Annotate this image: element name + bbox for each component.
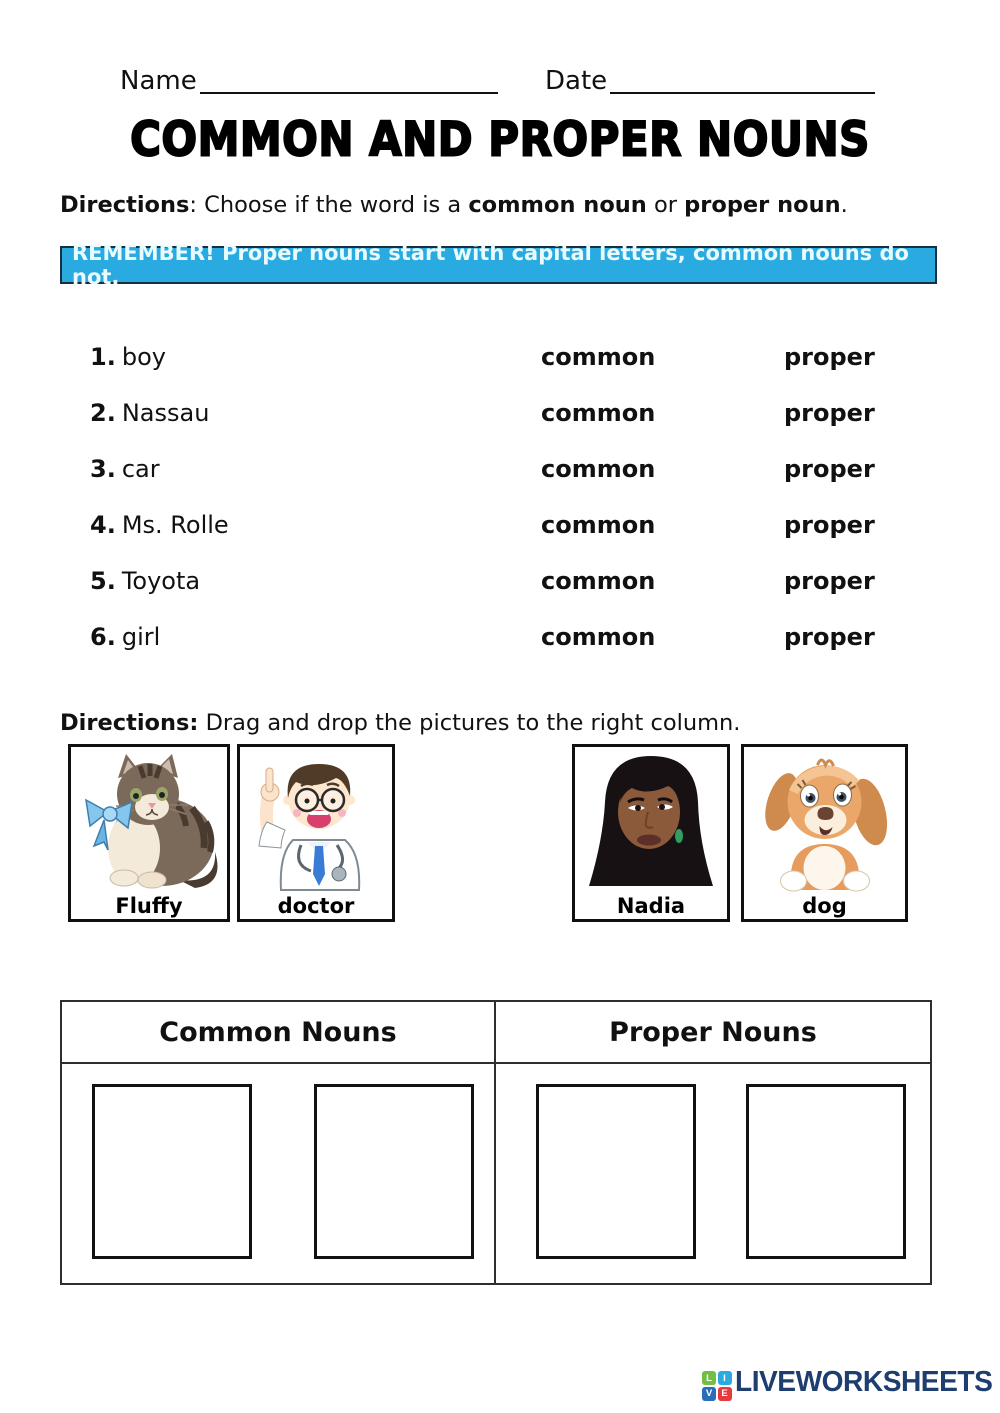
proper-drop-slot-2[interactable]	[746, 1084, 906, 1259]
common-drop-slot-2[interactable]	[314, 1084, 474, 1259]
proper-option-5[interactable]: proper	[784, 567, 875, 595]
table-header-divider	[62, 1062, 930, 1064]
common-option-1[interactable]: common	[541, 343, 656, 371]
common-option-5[interactable]: common	[541, 567, 656, 595]
question-number: 2.	[90, 399, 116, 427]
question-number: 4.	[90, 511, 116, 539]
question-word: girl	[121, 623, 161, 651]
card-label-fluffy: Fluffy	[115, 894, 183, 918]
liveworksheets-brand-text: LIVEWORKSHEETS	[735, 1366, 993, 1398]
question-word: boy	[121, 343, 166, 371]
page-title: COMMON AND PROPER NOUNS	[130, 112, 870, 167]
logo-square-e: E	[718, 1387, 732, 1401]
card-label-nadia: Nadia	[616, 894, 686, 918]
drag-card-dog[interactable]	[741, 744, 908, 922]
question-row	[90, 399, 209, 427]
proper-option-3[interactable]: proper	[784, 455, 875, 483]
woman-image	[575, 750, 727, 892]
logo-square-i: I	[718, 1371, 732, 1385]
common-option-2[interactable]: common	[541, 399, 656, 427]
date-label: Date	[545, 66, 608, 96]
proper-drop-slot-1[interactable]	[536, 1084, 696, 1259]
proper-option-6[interactable]: proper	[784, 623, 875, 651]
common-nouns-column	[62, 1002, 496, 1283]
question-word: car	[121, 455, 160, 483]
proper-nouns-header: Proper Nouns	[609, 1016, 817, 1048]
name-input-line[interactable]	[200, 64, 498, 94]
drag-card-fluffy[interactable]	[68, 744, 230, 922]
question-row	[90, 343, 166, 371]
question-word: Toyota	[121, 567, 201, 595]
directions-2: Directions: Drag and drop the pictures to the right column.	[60, 710, 741, 736]
proper-option-2[interactable]: proper	[784, 399, 875, 427]
question-number: 1.	[90, 343, 116, 371]
common-option-4[interactable]: common	[541, 511, 656, 539]
common-option-3[interactable]: common	[541, 455, 656, 483]
logo-square-l: L	[702, 1371, 716, 1385]
card-label-dog: dog	[802, 894, 847, 918]
question-row	[90, 623, 160, 651]
drag-card-doctor[interactable]	[237, 744, 395, 922]
question-row	[90, 511, 229, 539]
directions-1: Directions: Choose if the word is a common noun or proper noun.	[60, 192, 848, 218]
directions-1-label: Directions	[60, 192, 190, 218]
question-row	[90, 455, 160, 483]
proper-nouns-column	[496, 1002, 930, 1283]
sort-table	[60, 1000, 932, 1285]
question-number: 6.	[90, 623, 116, 651]
date-input-line[interactable]	[610, 64, 875, 94]
cat-image	[71, 750, 227, 892]
common-drop-slot-1[interactable]	[92, 1084, 252, 1259]
question-row	[90, 567, 200, 595]
logo-square-v: V	[702, 1387, 716, 1401]
drag-card-nadia[interactable]	[572, 744, 730, 922]
proper-option-4[interactable]: proper	[784, 511, 875, 539]
liveworksheets-logo-icon	[702, 1371, 732, 1401]
doctor-image	[240, 750, 392, 892]
dog-image	[744, 750, 905, 892]
reminder-text: REMEMBER! Proper nouns start with capital letters, common nouns do not.	[72, 241, 909, 289]
question-number: 5.	[90, 567, 116, 595]
directions-2-label: Directions:	[60, 710, 199, 736]
proper-option-1[interactable]: proper	[784, 343, 875, 371]
question-word: Ms. Rolle	[121, 511, 229, 539]
card-label-doctor: doctor	[277, 894, 355, 918]
name-label: Name	[120, 66, 197, 96]
reminder-banner	[60, 241, 937, 289]
common-nouns-header: Common Nouns	[159, 1016, 397, 1048]
question-word: Nassau	[121, 399, 210, 427]
question-number: 3.	[90, 455, 116, 483]
common-option-6[interactable]: common	[541, 623, 656, 651]
